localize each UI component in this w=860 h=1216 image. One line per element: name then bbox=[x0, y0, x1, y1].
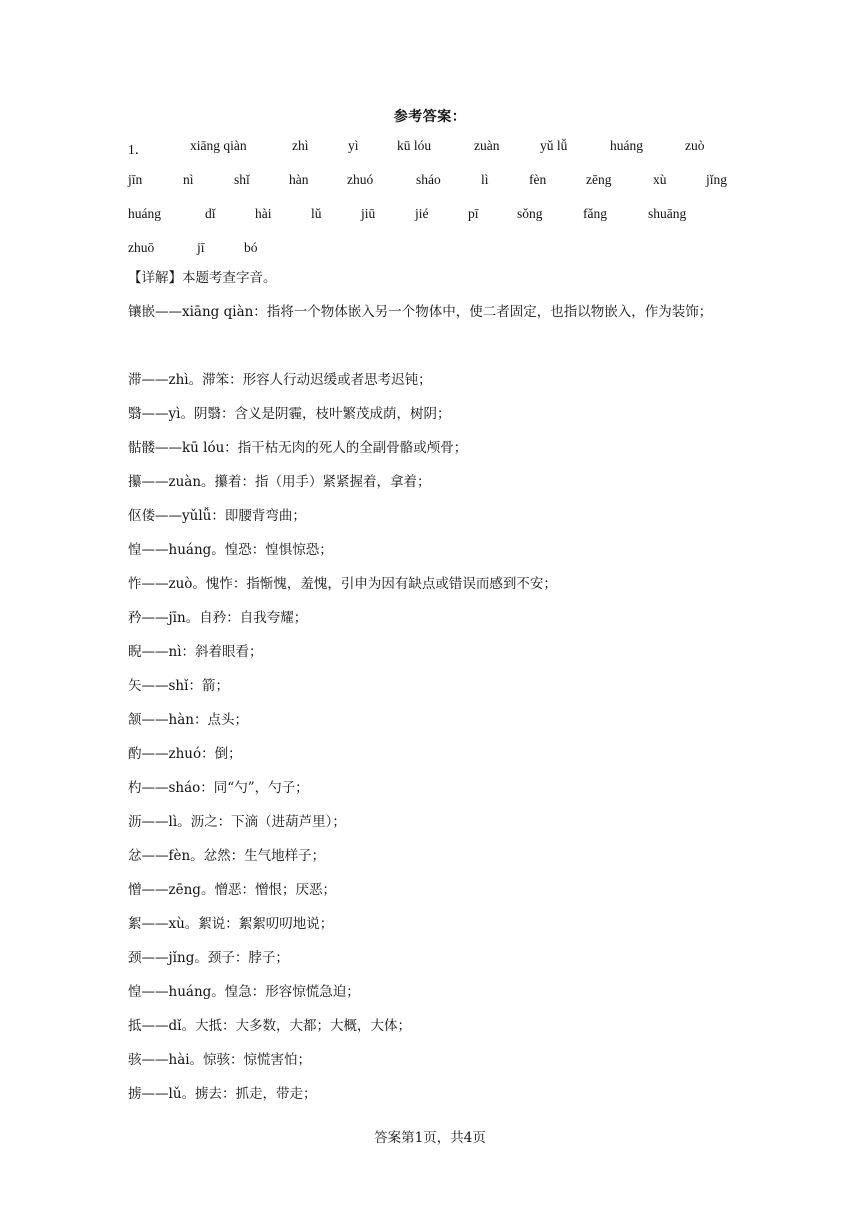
entry-line: 杓——sháo：同“勺”，勺子； bbox=[128, 780, 309, 796]
pinyin-answer: zhuó bbox=[347, 172, 374, 187]
entry-line: 攥——zuàn。攥着：指（用手）紧紧握着，拿着； bbox=[128, 474, 431, 490]
pinyin-answer: yì bbox=[348, 138, 359, 153]
pinyin-answer: jǐng bbox=[706, 172, 728, 187]
pinyin-answer: fǎng bbox=[583, 206, 607, 221]
entry-line: 颈——jǐng。颈子：脖子； bbox=[128, 950, 289, 966]
pinyin-answer: nì bbox=[183, 172, 194, 187]
entry-line: 忿——fèn。忿然：生气地样子； bbox=[128, 848, 326, 864]
pinyin-answer: huáng bbox=[610, 138, 643, 153]
pinyin-answer: dǐ bbox=[205, 206, 216, 221]
entry-line: 骷髅——kū lóu：指干枯无肉的死人的全副骨骼或颅骨； bbox=[128, 440, 468, 456]
entry-line: 睨——nì：斜着眼看； bbox=[128, 644, 263, 660]
pinyin-answer: pī bbox=[468, 206, 479, 221]
pinyin-row-3 bbox=[128, 206, 728, 226]
pinyin-answer: bó bbox=[244, 240, 258, 255]
pinyin-row-1 bbox=[128, 138, 728, 158]
entry-line: 矜——jīn。自矜：自我夸耀； bbox=[128, 610, 308, 626]
pinyin-answer: jié bbox=[415, 206, 429, 221]
pinyin-row-4 bbox=[128, 240, 328, 260]
entry-line: 伛偻——yǔlǚ：即腰背弯曲； bbox=[128, 508, 306, 524]
pinyin-answer: zuàn bbox=[474, 138, 500, 153]
pinyin-answer: jīn bbox=[128, 172, 143, 187]
pinyin-answer: zhuō bbox=[128, 240, 155, 255]
pinyin-answer: sháo bbox=[416, 172, 441, 187]
pinyin-answer: hàn bbox=[289, 172, 309, 187]
pinyin-answer: zuò bbox=[685, 138, 705, 153]
entry-line: 颔——hàn：点头； bbox=[128, 712, 248, 728]
pinyin-answer: xù bbox=[653, 172, 667, 187]
pinyin-answer: kū lóu bbox=[397, 138, 432, 153]
pinyin-answer: shǐ bbox=[234, 172, 250, 187]
entry-line: 翳——yì。阴翳：含义是阴霾，枝叶繁茂成荫，树阴； bbox=[128, 406, 451, 422]
question-number: 1． bbox=[128, 142, 149, 157]
entry-line: 骇——hài。惊骇：惊慌害怕； bbox=[128, 1052, 312, 1068]
pinyin-answer: zēng bbox=[586, 172, 612, 187]
pinyin-answer: jiū bbox=[361, 206, 376, 221]
entry-line: 怍——zuò。愧怍：指惭愧，羞愧，引申为因有缺点或错误而感到不安； bbox=[128, 576, 557, 592]
entry-line: 絮——xù。絮说：絮絮叨叨地说； bbox=[128, 916, 334, 932]
entry-line: 掳——lǔ。掳去：抓走，带走； bbox=[128, 1086, 317, 1102]
page-title: 参考答案： bbox=[393, 109, 467, 125]
detail-heading: 【详解】本题考查字音。 bbox=[128, 270, 277, 286]
pinyin-answer: yǔ lǚ bbox=[540, 138, 568, 153]
pinyin-answer: huáng bbox=[128, 206, 161, 221]
entry-line: 抵——dǐ。大抵：大多数，大都；大概，大体； bbox=[128, 1018, 411, 1034]
entry-line: 矢——shǐ：箭； bbox=[128, 678, 229, 694]
pinyin-answer: zhì bbox=[292, 138, 309, 153]
pinyin-answer: hài bbox=[255, 206, 272, 221]
pinyin-answer: jī bbox=[197, 240, 205, 255]
page-footer: 答案第1页，共4页 bbox=[374, 1130, 486, 1146]
entry-line: 憎——zēng。憎恶：憎恨；厌恶； bbox=[128, 882, 336, 898]
entry-line: 惶——huáng。惶急：形容惊慌急迫； bbox=[128, 984, 360, 1000]
pinyin-answer: lǔ bbox=[311, 206, 322, 221]
pinyin-answer: shuāng bbox=[648, 206, 687, 221]
pinyin-answer: sǒng bbox=[517, 206, 543, 221]
entry-line: 酌——zhuó：倒； bbox=[128, 746, 242, 762]
entry-line: 滞——zhì。滞笨：形容人行动迟缓或者思考迟钝； bbox=[128, 372, 432, 388]
entry-line: 惶——huáng。惶恐：惶惧惊恐； bbox=[128, 542, 333, 558]
pinyin-answer: xiāng qiàn bbox=[190, 138, 247, 153]
entry-line: 沥——lì。沥之：下滴（进葫芦里）； bbox=[128, 814, 346, 830]
pinyin-row-2 bbox=[128, 172, 738, 192]
pinyin-answer: lì bbox=[481, 172, 489, 187]
pinyin-answer: fèn bbox=[529, 172, 547, 187]
entry-line: 镶嵌——xiāng qiàn：指将一个物体嵌入另一个物体中，使二者固定，也指以物嵌入，作为装饰； bbox=[128, 304, 713, 320]
